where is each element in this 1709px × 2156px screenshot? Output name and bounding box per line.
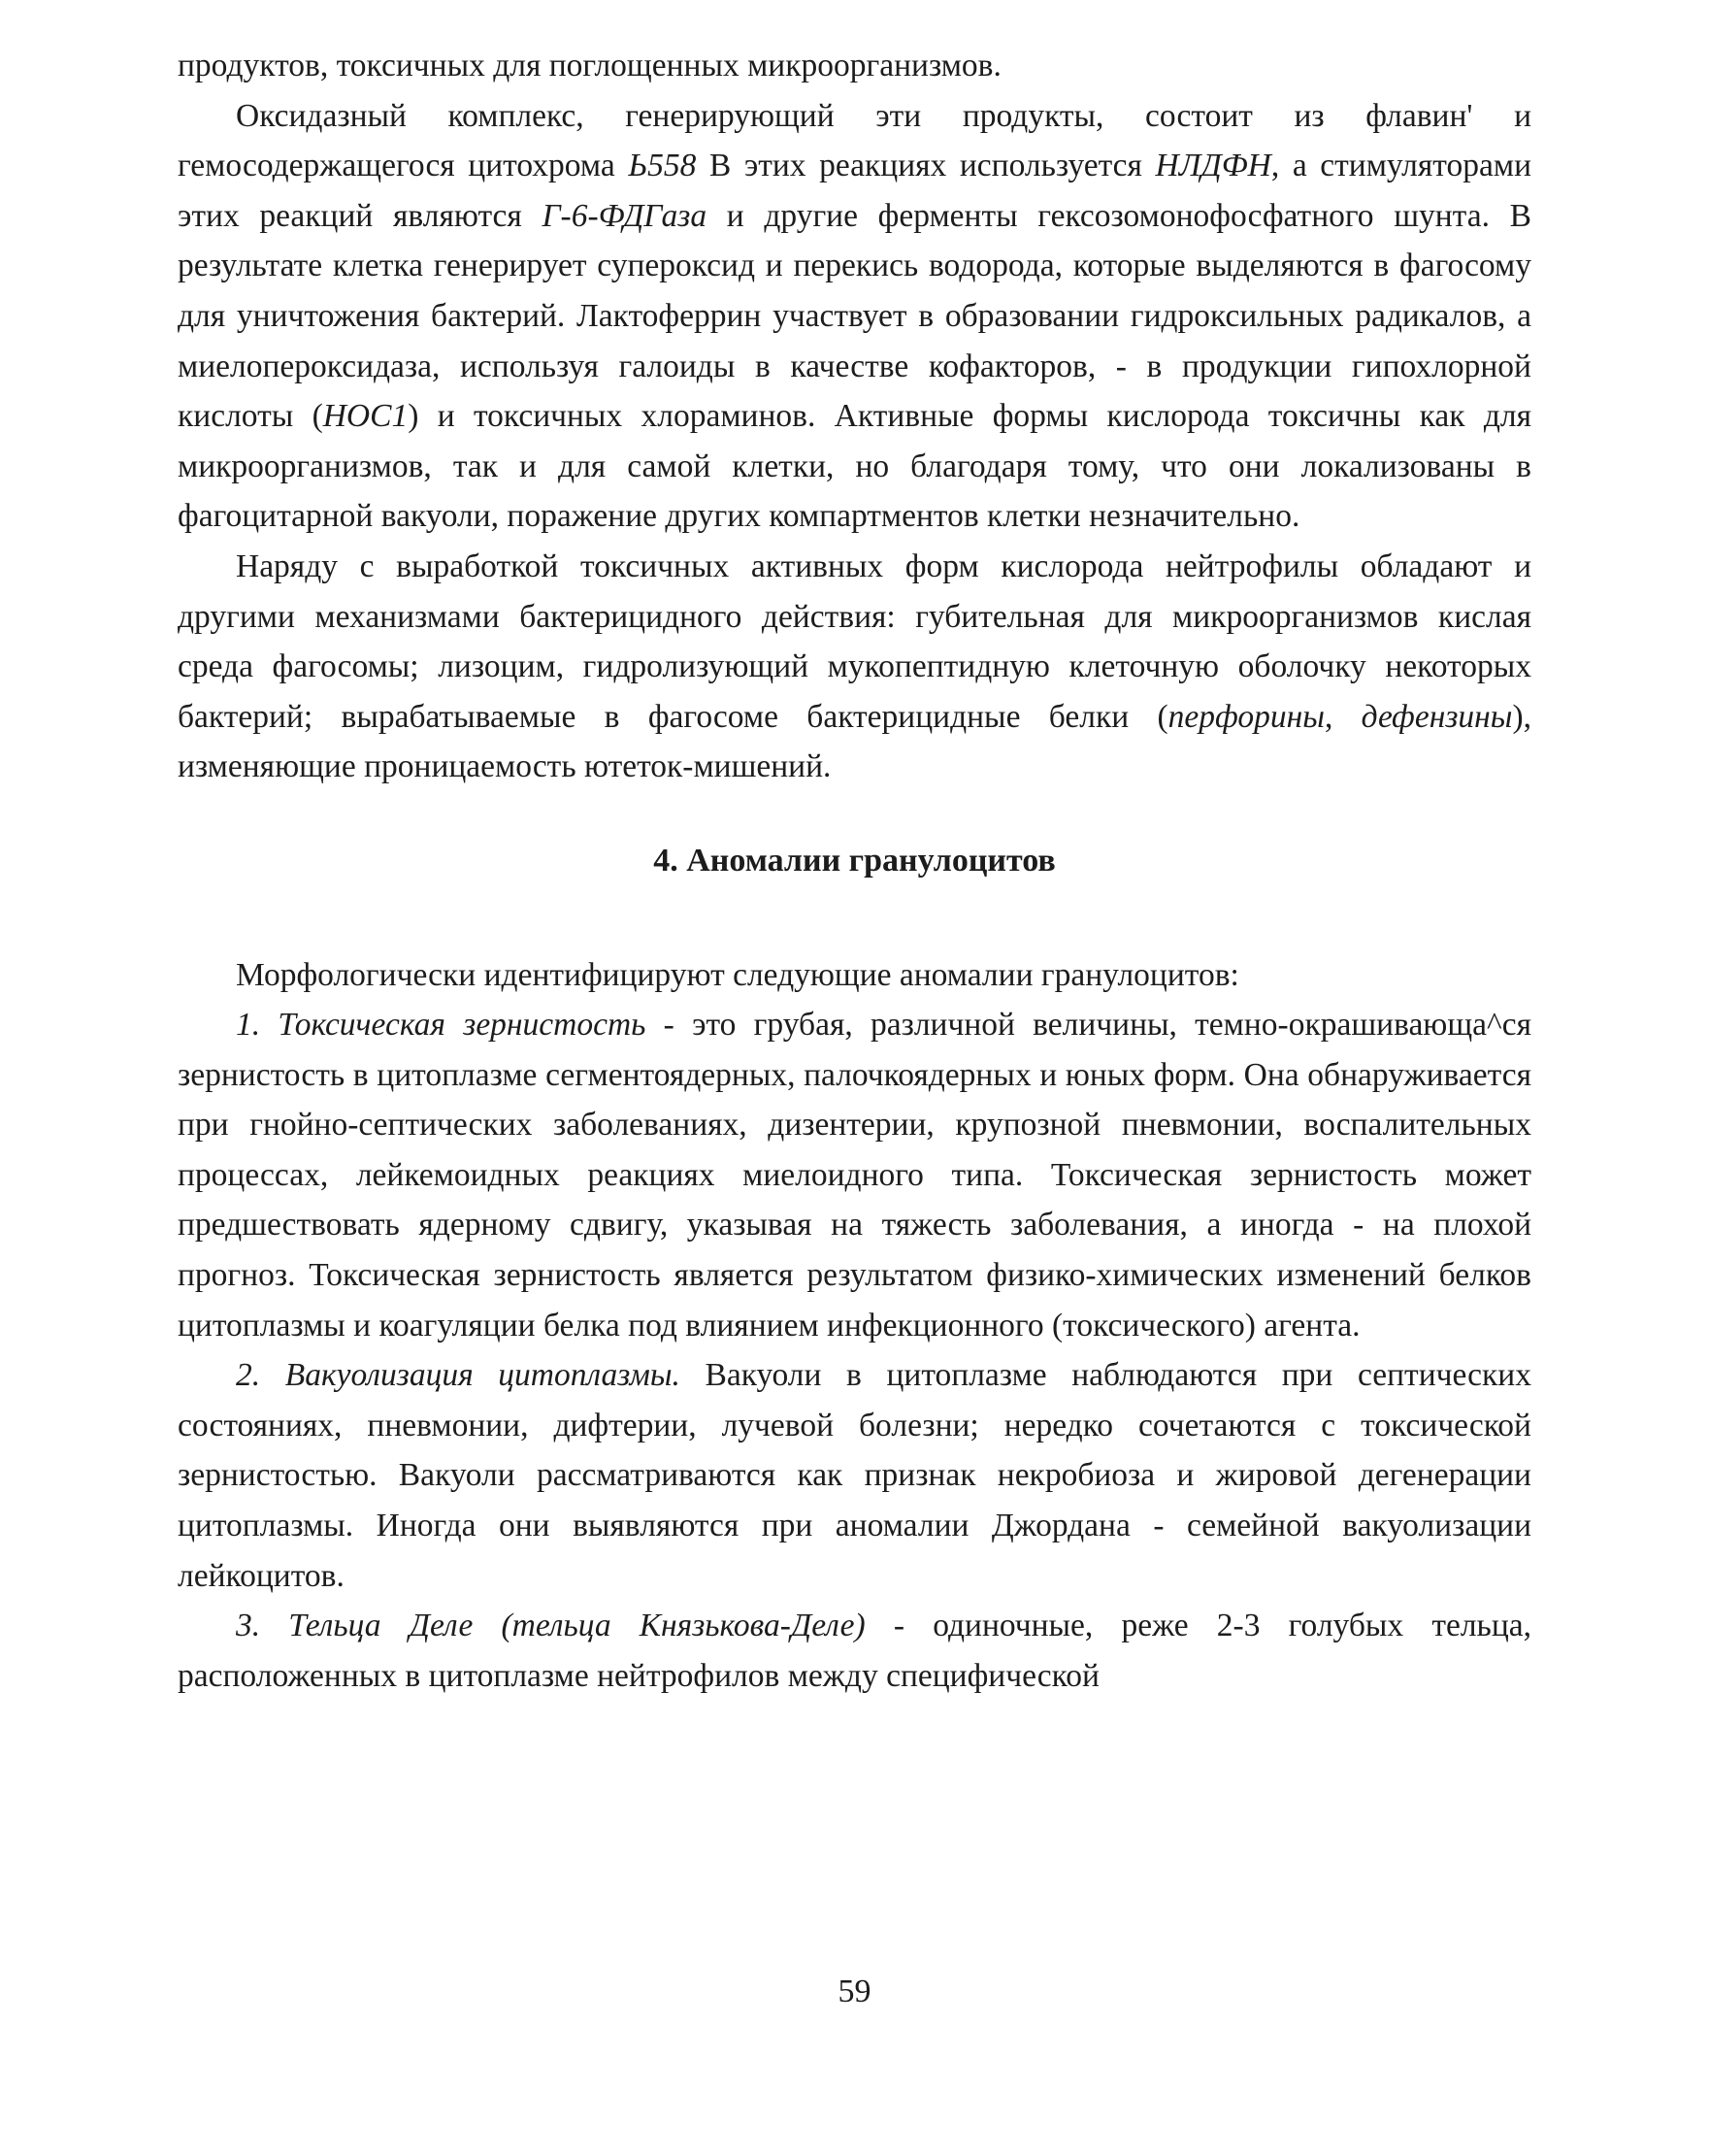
text-run: , а стимуляторами этих реакций являются <box>178 148 1532 234</box>
text-run: продуктов, токсичных для поглощенных микроорганизмов. <box>178 48 1002 83</box>
paragraph <box>178 542 1531 792</box>
italic-text-run: дефензины <box>1361 698 1513 735</box>
text-run: , <box>1324 698 1362 735</box>
text-run: Наряду с выработкой токсичных активных форм кислорода нейтрофилы обладают и другими механизмами бактерицидного действия: губительная для микроорганизмов кислая среда фагосомы; лизоцим, гидролизующий мукопептидную клеточную оболочку некоторых бактерий; вырабатываемые в фагосоме бактерицидные белки ( <box>178 547 1531 735</box>
text-run: В этих реакциях используется <box>696 148 1156 184</box>
italic-text-run: НОС1 <box>322 398 409 435</box>
text-run: ), изменяющие проницаемость ютеток-мишений. <box>178 698 1531 785</box>
text-run: Вакуоли в цитоплазме наблюдаются при септических состояниях, пневмонии, дифтерии, лучевой болезни; нередко сочетаются с токсической зернистостью. Вакуоли рассматриваются как признак некробиоза и жировой дегенерации цитоплазмы. Иногда они выявляются при аномалии Джордана - семейной вакуолизации лейкоцитов. <box>178 1357 1531 1594</box>
paragraph <box>178 950 1531 1001</box>
document-page <box>178 41 1531 1701</box>
page-number: 59 <box>838 1974 871 2009</box>
paragraph <box>178 1601 1531 1701</box>
italic-text-run: Ь558 <box>628 148 697 184</box>
italic-text-run: 1. Токсическая зернистость - <box>236 1007 674 1044</box>
section-heading: 4. Аномалии гранулоцитов <box>653 842 1056 879</box>
text-run: Оксидазный комплекс, генерирующий эти продукты, состоит из флавин' и гемосодержащегося цитохрома <box>178 97 1531 184</box>
text-run: это грубая, различной величины, темно-окрашивающа^ся зернистость в цитоплазме сегментоядерных, палочкоядерных и юных форм. Она обнаруживается при гнойно-септических заболеваниях, дизентерии, крупозной пневмонии, воспалительных процессах, лейкемоидных реакциях миелоидного типа. Токсическая зернистость может предшествовать ядерному сдвигу, указывая на тяжесть заболевания, а иногда - на плохой прогноз. Токсическая зернистость является результатом физико-химических изменений белков цитоплазмы и коагуляции белка под влиянием инфекционного (токсического) агента. <box>178 1007 1531 1343</box>
text-run: и другие ферменты гексозомонофосфатного шунта. В результате клетка генерирует супероксид и перекись водорода, которые выделяются в фагосому для уничтожения бактерий. Лактоферрин участвует в образовании гидроксильных радикалов, а миелопероксидаза, используя галоиды в качестве кофакторов, - в продукции гипохлорной кислоты ( <box>178 197 1531 435</box>
italic-text-run: перфорины <box>1167 698 1325 735</box>
italic-text-run: 2. Вакуолизация цитоплазмы. <box>236 1357 680 1394</box>
italic-text-run: НЛДФН <box>1155 148 1271 184</box>
paragraph <box>178 1350 1531 1601</box>
italic-text-run: 3. Тельца Деле (тельца Князькова-Деле) - <box>236 1608 905 1644</box>
text-run: одиночные, реже 2-3 голубых тельца, расположенных в цитоплазме нейтрофилов между специфической <box>178 1608 1531 1694</box>
paragraph <box>178 91 1531 542</box>
paragraph <box>178 41 1531 91</box>
italic-text-run: Г-6-ФДГаза <box>542 197 707 234</box>
text-run: Морфологически идентифицируют следующие аномалии гранулоцитов: <box>236 956 1239 993</box>
text-run: ) и токсичных хлораминов. Активные формы кислорода токсичны как для микроорганизмов, так и для самой клетки, но благодаря тому, что они локализованы в фагоцитарной вакуоли, поражение других компартментов клетки незначительно. <box>178 398 1531 535</box>
paragraph <box>178 1000 1531 1350</box>
